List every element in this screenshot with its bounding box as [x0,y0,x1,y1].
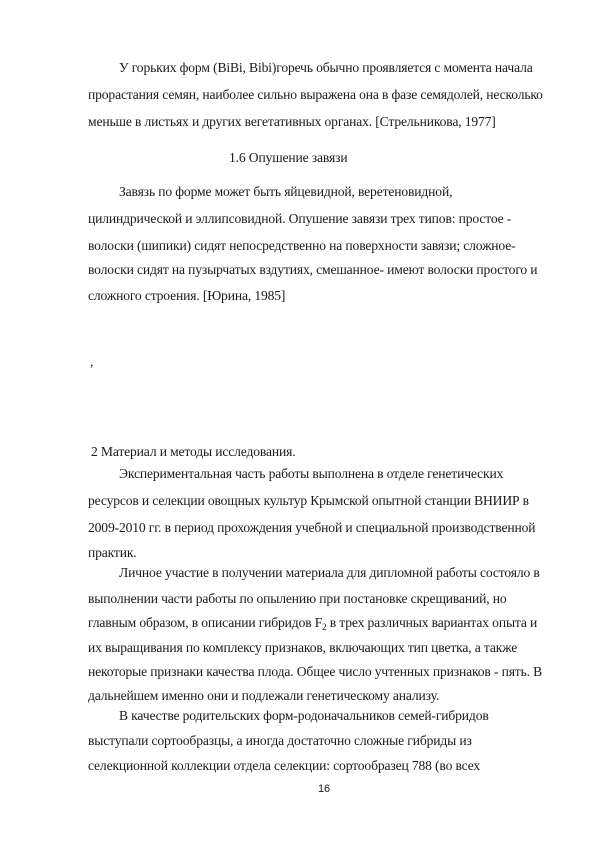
paragraph-line: В качестве родительских форм-родоначальников семей-гибридов [119,708,489,723]
paragraph-line: Экспериментальная часть работы выполнена в отделе генетических [119,466,504,481]
paragraph-line: Завязь по форме может быть яйцевидной, веретеновидной, [119,184,453,199]
paragraph-line: выполнении части работы по опылению при постановке скрещиваний, но [88,591,507,606]
paragraph-line [88,615,537,631]
paragraph-line: дальнейшем именно они и подлежали генетическому анализу. [88,688,440,703]
paragraph-line: некоторые признаки качества плода. Общее число учтенных признаков - пять. В [88,664,543,679]
paragraph-line: их выращивания по комплексу признаков, включающих тип цветка, а также [88,640,518,655]
paragraph-line: Личное участие в получении материала для дипломной работы состояло в [119,565,540,580]
paragraph-line: волоски сидят на пузырчатых вздутиях, смешанное- имеют волоски простого и [88,262,538,277]
paragraph-line: ресурсов и селекции овощных культур Крымской опытной станции ВНИИР в [88,493,529,508]
stray-mark: , [90,354,94,369]
paragraph-line: сложного строения. [Юрина, 1985] [88,288,286,303]
section-heading: 1.6 Опушение завязи [229,150,348,165]
paragraph-line: выступали сортообразцы, а иногда достаточно сложные гибриды из [88,733,472,748]
paragraph-line: цилиндрической и эллипсовидной. Опушение завязи трех типов: простое - [88,211,512,226]
paragraph-line: меньше в листьях и других вегетативных органах. [Стрельникова, 1977] [88,114,496,129]
paragraph-line: 2009-2010 гг. в период прохождения учебной и специальной производственной [88,520,536,535]
paragraph-line: прорастания семян, наиболее сильно выражена она в фазе семядолей, несколько [88,87,543,102]
paragraph-line: волоски (шипики) сидят непосредственно на поверхности завязи; сложное- [88,238,516,253]
text-run: в трех различных вариантах опыта и [326,615,538,630]
subscript: 2 [322,622,327,632]
page-number: 16 [318,783,330,795]
text-run: главным образом, в описании гибридов F [88,615,323,630]
chapter-heading: 2 Материал и методы исследования. [91,444,296,459]
paragraph-line: практик. [88,545,137,560]
paragraph-line: У горьких форм (BiBi, Bibi)горечь обычно проявляется с момента начала [119,60,533,75]
paragraph-line: селекционной коллекции отдела селекции: сортообразец 788 (во всех [88,758,481,773]
